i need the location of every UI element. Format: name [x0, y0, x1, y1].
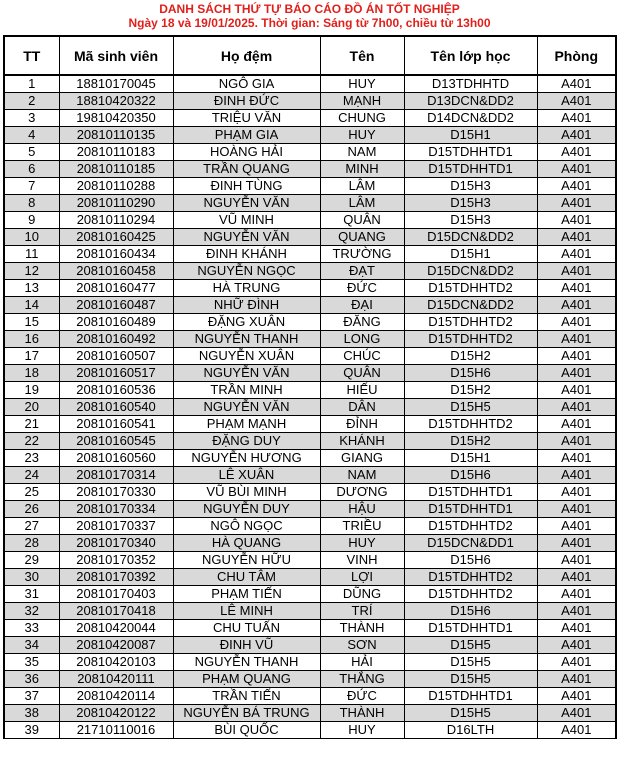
- col-room-cell: A401: [537, 552, 616, 569]
- col-class-name-cell: D15H6: [404, 603, 537, 620]
- col-middle-name-cell: TRẦN QUANG: [173, 161, 320, 178]
- col-middle-name-cell: NGUYỄN XUÂN: [173, 348, 320, 365]
- col-room-cell: A401: [537, 450, 616, 467]
- col-class-name-cell: D15H5: [404, 637, 537, 654]
- col-tt-cell: 24: [4, 467, 59, 484]
- col-first-name-cell: HIẾU: [320, 382, 404, 399]
- col-class-name-cell: D14DCN&DD2: [404, 110, 537, 127]
- col-first-name-cell: ĐỈNH: [320, 416, 404, 433]
- document-title: DANH SÁCH THỨ TỰ BÁO CÁO ĐỒ ÁN TỐT NGHIỆP: [159, 2, 460, 16]
- col-tt-cell: 27: [4, 518, 59, 535]
- col-middle-name-cell: ĐẶNG DUY: [173, 433, 320, 450]
- table-row: [4, 535, 616, 552]
- col-class-name-cell: D15H3: [404, 178, 537, 195]
- col-class-name-cell: D15H2: [404, 433, 537, 450]
- col-student-id-cell: 20810160536: [59, 382, 173, 399]
- col-middle-name-cell: ĐINH ĐỨC: [173, 93, 320, 110]
- table-row: [4, 467, 616, 484]
- col-room-cell: A401: [537, 110, 616, 127]
- col-room-cell: A401: [537, 518, 616, 535]
- col-class-name-cell: D15TDHHTD2: [404, 569, 537, 586]
- col-room-cell: A401: [537, 382, 616, 399]
- col-first-name-cell: TRƯỜNG: [320, 246, 404, 263]
- col-tt-cell: 20: [4, 399, 59, 416]
- col-first-name-cell: THÀNH: [320, 620, 404, 637]
- col-middle-name-cell: VŨ BÙI MINH: [173, 484, 320, 501]
- col-tt-cell: 31: [4, 586, 59, 603]
- col-middle-name-cell: ĐINH VŨ: [173, 637, 320, 654]
- col-first-name-cell: ĐẠT: [320, 263, 404, 280]
- col-room-cell: A401: [537, 263, 616, 280]
- col-tt-cell: 10: [4, 229, 59, 246]
- col-middle-name-cell: HOÀNG HẢI: [173, 144, 320, 161]
- col-middle-name-cell: LÊ MINH: [173, 603, 320, 620]
- col-student-id-cell: 20810420103: [59, 654, 173, 671]
- table-row: [4, 229, 616, 246]
- col-class-name-cell: D15TDHHTD1: [404, 484, 537, 501]
- col-room-cell: A401: [537, 535, 616, 552]
- col-middle-name-cell: ĐẶNG XUÂN: [173, 314, 320, 331]
- col-student-id-header: Mã sinh viên: [59, 36, 173, 75]
- col-student-id-cell: 20810160507: [59, 348, 173, 365]
- col-tt-cell: 28: [4, 535, 59, 552]
- table-row: [4, 586, 616, 603]
- col-student-id-cell: 20810160545: [59, 433, 173, 450]
- table-row: [4, 348, 616, 365]
- table-row: [4, 144, 616, 161]
- col-tt-cell: 39: [4, 722, 59, 739]
- col-student-id-cell: 20810160560: [59, 450, 173, 467]
- col-room-cell: A401: [537, 93, 616, 110]
- table-row: [4, 297, 616, 314]
- col-middle-name-cell: NGUYỄN HỮU: [173, 552, 320, 569]
- col-tt-cell: 32: [4, 603, 59, 620]
- col-middle-name-cell: NGÔ NGỌC: [173, 518, 320, 535]
- col-student-id-cell: 20810110294: [59, 212, 173, 229]
- col-first-name-cell: GIANG: [320, 450, 404, 467]
- col-student-id-cell: 20810160541: [59, 416, 173, 433]
- col-tt-cell: 18: [4, 365, 59, 382]
- col-first-name-cell: HUY: [320, 722, 404, 739]
- col-student-id-cell: 20810170314: [59, 467, 173, 484]
- col-first-name-cell: TRÍ: [320, 603, 404, 620]
- col-middle-name-cell: VŨ MINH: [173, 212, 320, 229]
- col-first-name-cell: MINH: [320, 161, 404, 178]
- col-student-id-cell: 20810170352: [59, 552, 173, 569]
- col-tt-cell: 17: [4, 348, 59, 365]
- col-class-name-header: Tên lớp học: [404, 36, 537, 75]
- col-first-name-cell: KHÁNH: [320, 433, 404, 450]
- col-tt-cell: 38: [4, 705, 59, 722]
- col-class-name-cell: D15TDHHTD2: [404, 331, 537, 348]
- col-tt-cell: 21: [4, 416, 59, 433]
- col-room-cell: A401: [537, 586, 616, 603]
- col-class-name-cell: D15H1: [404, 246, 537, 263]
- col-class-name-cell: D15H2: [404, 382, 537, 399]
- table-row: [4, 382, 616, 399]
- col-tt-cell: 9: [4, 212, 59, 229]
- table-row: [4, 161, 616, 178]
- col-tt-cell: 19: [4, 382, 59, 399]
- table-row: [4, 365, 616, 382]
- col-class-name-cell: D15TDHHTD1: [404, 161, 537, 178]
- table-row: [4, 416, 616, 433]
- col-first-name-cell: DƯƠNG: [320, 484, 404, 501]
- col-class-name-cell: D13DCN&DD2: [404, 93, 537, 110]
- col-class-name-cell: D15H5: [404, 671, 537, 688]
- col-first-name-cell: DŨNG: [320, 586, 404, 603]
- table-row: [4, 603, 616, 620]
- col-student-id-cell: 20810420044: [59, 620, 173, 637]
- col-tt-cell: 29: [4, 552, 59, 569]
- col-middle-name-cell: ĐINH TÙNG: [173, 178, 320, 195]
- col-room-cell: A401: [537, 705, 616, 722]
- col-room-cell: A401: [537, 75, 616, 93]
- col-tt-cell: 33: [4, 620, 59, 637]
- col-class-name-cell: D15TDHHTD2: [404, 280, 537, 297]
- col-middle-name-cell: NGUYỄN NGỌC: [173, 263, 320, 280]
- table-row: [4, 671, 616, 688]
- table-row: [4, 620, 616, 637]
- table-row: [4, 178, 616, 195]
- col-middle-name-cell: HÀ QUANG: [173, 535, 320, 552]
- col-first-name-cell: DÂN: [320, 399, 404, 416]
- document-subtitle: Ngày 18 và 19/01/2025. Thời gian: Sáng từ 7h00, chiều từ 13h00: [128, 16, 491, 30]
- col-tt-cell: 23: [4, 450, 59, 467]
- col-room-cell: A401: [537, 416, 616, 433]
- col-tt-cell: 34: [4, 637, 59, 654]
- col-student-id-cell: 20810110288: [59, 178, 173, 195]
- col-student-id-cell: 20810160434: [59, 246, 173, 263]
- col-room-cell: A401: [537, 433, 616, 450]
- col-tt-cell: 7: [4, 178, 59, 195]
- table-row: [4, 75, 616, 93]
- col-tt-cell: 12: [4, 263, 59, 280]
- col-student-id-cell: 18810420322: [59, 93, 173, 110]
- col-room-cell: A401: [537, 688, 616, 705]
- col-tt-cell: 30: [4, 569, 59, 586]
- col-middle-name-cell: NGUYỄN THANH: [173, 331, 320, 348]
- col-room-cell: A401: [537, 195, 616, 212]
- col-student-id-cell: 20810160458: [59, 263, 173, 280]
- col-first-name-cell: QUÂN: [320, 212, 404, 229]
- table-row: [4, 637, 616, 654]
- col-tt-cell: 1: [4, 75, 59, 93]
- table-row: [4, 654, 616, 671]
- col-room-cell: A401: [537, 348, 616, 365]
- col-student-id-cell: 20810160487: [59, 297, 173, 314]
- col-student-id-cell: 20810170403: [59, 586, 173, 603]
- col-middle-name-cell: NGUYỄN VĂN: [173, 195, 320, 212]
- col-first-name-cell: THÀNH: [320, 705, 404, 722]
- col-middle-name-cell: HÀ TRUNG: [173, 280, 320, 297]
- col-middle-name-cell: TRẦN MINH: [173, 382, 320, 399]
- table-header: [4, 36, 616, 75]
- table-row: [4, 195, 616, 212]
- col-middle-name-cell: CHU TÂM: [173, 569, 320, 586]
- col-first-name-cell: HẢI: [320, 654, 404, 671]
- col-room-cell: A401: [537, 212, 616, 229]
- col-first-name-cell: CHÚC: [320, 348, 404, 365]
- col-student-id-cell: 20810170340: [59, 535, 173, 552]
- table-row: [4, 450, 616, 467]
- col-tt-cell: 8: [4, 195, 59, 212]
- table-row: [4, 399, 616, 416]
- col-class-name-cell: D15H3: [404, 195, 537, 212]
- col-class-name-cell: D15TDHHTD1: [404, 620, 537, 637]
- col-class-name-cell: D15H6: [404, 467, 537, 484]
- col-class-name-cell: D15H5: [404, 654, 537, 671]
- col-room-header: Phòng: [537, 36, 616, 75]
- col-room-cell: A401: [537, 603, 616, 620]
- col-tt-cell: 2: [4, 93, 59, 110]
- col-room-cell: A401: [537, 365, 616, 382]
- col-first-name-cell: THẮNG: [320, 671, 404, 688]
- col-tt-cell: 25: [4, 484, 59, 501]
- col-middle-name-cell: NGUYỄN THANH: [173, 654, 320, 671]
- col-tt-cell: 6: [4, 161, 59, 178]
- table-row: [4, 93, 616, 110]
- col-middle-name-cell: PHẠM MẠNH: [173, 416, 320, 433]
- col-class-name-cell: D15TDHHTD2: [404, 586, 537, 603]
- col-class-name-cell: D15DCN&DD2: [404, 263, 537, 280]
- table-row: [4, 705, 616, 722]
- col-student-id-cell: 20810160425: [59, 229, 173, 246]
- col-first-name-cell: ĐĂNG: [320, 314, 404, 331]
- col-class-name-cell: D15H1: [404, 127, 537, 144]
- col-student-id-cell: 20810170392: [59, 569, 173, 586]
- col-first-name-header: Tên: [320, 36, 404, 75]
- col-class-name-cell: D15H5: [404, 705, 537, 722]
- col-room-cell: A401: [537, 671, 616, 688]
- col-class-name-cell: D15TDHHTD1: [404, 688, 537, 705]
- col-room-cell: A401: [537, 161, 616, 178]
- col-first-name-cell: LỢI: [320, 569, 404, 586]
- col-room-cell: A401: [537, 331, 616, 348]
- table-row: [4, 518, 616, 535]
- col-middle-name-cell: BÙI QUỐC: [173, 722, 320, 739]
- col-class-name-cell: D15TDHHTD1: [404, 501, 537, 518]
- table-body: [4, 75, 616, 739]
- col-room-cell: A401: [537, 722, 616, 739]
- col-student-id-cell: 20810420087: [59, 637, 173, 654]
- col-student-id-cell: 20810170418: [59, 603, 173, 620]
- col-student-id-cell: 20810110183: [59, 144, 173, 161]
- col-first-name-cell: LONG: [320, 331, 404, 348]
- col-class-name-cell: D15TDHHTD2: [404, 518, 537, 535]
- col-student-id-cell: 20810110290: [59, 195, 173, 212]
- col-middle-name-cell: ĐINH KHÁNH: [173, 246, 320, 263]
- table-row: [4, 501, 616, 518]
- col-tt-cell: 3: [4, 110, 59, 127]
- col-class-name-cell: D15H1: [404, 450, 537, 467]
- col-tt-cell: 13: [4, 280, 59, 297]
- col-class-name-cell: D15TDHHTD1: [404, 144, 537, 161]
- col-first-name-cell: HUY: [320, 535, 404, 552]
- col-class-name-cell: D15H3: [404, 212, 537, 229]
- col-room-cell: A401: [537, 399, 616, 416]
- col-room-cell: A401: [537, 484, 616, 501]
- col-room-cell: A401: [537, 501, 616, 518]
- col-class-name-cell: D15H5: [404, 399, 537, 416]
- col-tt-cell: 4: [4, 127, 59, 144]
- col-class-name-cell: D15DCN&DD2: [404, 229, 537, 246]
- col-student-id-cell: 20810160540: [59, 399, 173, 416]
- table-row: [4, 552, 616, 569]
- col-first-name-cell: LÂM: [320, 178, 404, 195]
- table-row: [4, 280, 616, 297]
- col-middle-name-cell: PHẠM TIẾN: [173, 586, 320, 603]
- col-room-cell: A401: [537, 620, 616, 637]
- col-middle-name-cell: NGUYỄN BÁ TRUNG: [173, 705, 320, 722]
- col-first-name-cell: QUÂN: [320, 365, 404, 382]
- col-first-name-cell: CHUNG: [320, 110, 404, 127]
- col-room-cell: A401: [537, 654, 616, 671]
- col-student-id-cell: 20810110185: [59, 161, 173, 178]
- col-student-id-cell: 21710110016: [59, 722, 173, 739]
- col-middle-name-cell: LÊ XUÂN: [173, 467, 320, 484]
- col-middle-name-cell: NGUYỄN HƯƠNG: [173, 450, 320, 467]
- col-middle-name-cell: NGUYỄN VĂN: [173, 229, 320, 246]
- col-middle-name-cell: TRIỆU VĂN: [173, 110, 320, 127]
- col-student-id-cell: 20810420122: [59, 705, 173, 722]
- table-row: [4, 484, 616, 501]
- col-first-name-cell: ĐẠI: [320, 297, 404, 314]
- col-student-id-cell: 20810160492: [59, 331, 173, 348]
- col-middle-name-cell: NGÔ GIA: [173, 75, 320, 93]
- col-first-name-cell: ĐỨC: [320, 688, 404, 705]
- col-room-cell: A401: [537, 178, 616, 195]
- col-room-cell: A401: [537, 314, 616, 331]
- col-room-cell: A401: [537, 144, 616, 161]
- col-room-cell: A401: [537, 637, 616, 654]
- table-row: [4, 246, 616, 263]
- col-student-id-cell: 18810170045: [59, 75, 173, 93]
- col-middle-name-cell: NHỮ ĐÌNH: [173, 297, 320, 314]
- col-tt-cell: 14: [4, 297, 59, 314]
- col-student-id-cell: 19810420350: [59, 110, 173, 127]
- table-row: [4, 110, 616, 127]
- col-class-name-cell: D13TDHHTD: [404, 75, 537, 93]
- table-row: [4, 433, 616, 450]
- col-student-id-cell: 20810160489: [59, 314, 173, 331]
- col-tt-cell: 35: [4, 654, 59, 671]
- table-row: [4, 331, 616, 348]
- col-class-name-cell: D15H2: [404, 348, 537, 365]
- col-tt-cell: 16: [4, 331, 59, 348]
- col-student-id-cell: 20810420111: [59, 671, 173, 688]
- col-class-name-cell: D15TDHHTD2: [404, 314, 537, 331]
- col-middle-name-cell: PHẠM QUANG: [173, 671, 320, 688]
- col-first-name-cell: ĐỨC: [320, 280, 404, 297]
- col-middle-name-header: Họ đệm: [173, 36, 320, 75]
- col-tt-cell: 15: [4, 314, 59, 331]
- col-class-name-cell: D15TDHHTD2: [404, 416, 537, 433]
- col-first-name-cell: TRIỀU: [320, 518, 404, 535]
- col-first-name-cell: NAM: [320, 144, 404, 161]
- col-middle-name-cell: NGUYỄN VĂN: [173, 365, 320, 382]
- col-room-cell: A401: [537, 280, 616, 297]
- table-row: [4, 314, 616, 331]
- col-class-name-cell: D15H6: [404, 365, 537, 382]
- col-first-name-cell: HUY: [320, 127, 404, 144]
- col-first-name-cell: HUY: [320, 75, 404, 93]
- col-middle-name-cell: CHU TUẤN: [173, 620, 320, 637]
- col-tt-cell: 11: [4, 246, 59, 263]
- col-middle-name-cell: PHẠM GIA: [173, 127, 320, 144]
- table-row: [4, 569, 616, 586]
- col-tt-header: TT: [4, 36, 59, 75]
- table-row: [4, 127, 616, 144]
- col-room-cell: A401: [537, 297, 616, 314]
- col-first-name-cell: SƠN: [320, 637, 404, 654]
- col-room-cell: A401: [537, 467, 616, 484]
- col-first-name-cell: NAM: [320, 467, 404, 484]
- col-first-name-cell: LÂM: [320, 195, 404, 212]
- col-student-id-cell: 20810170334: [59, 501, 173, 518]
- table-row: [4, 688, 616, 705]
- col-middle-name-cell: TRẦN TIẾN: [173, 688, 320, 705]
- col-tt-cell: 22: [4, 433, 59, 450]
- table-row: [4, 263, 616, 280]
- col-middle-name-cell: NGUYỄN DUY: [173, 501, 320, 518]
- col-student-id-cell: 20810170337: [59, 518, 173, 535]
- col-student-id-cell: 20810110135: [59, 127, 173, 144]
- table-row: [4, 212, 616, 229]
- col-class-name-cell: D16LTH: [404, 722, 537, 739]
- student-roster-table: [3, 35, 617, 739]
- col-first-name-cell: VINH: [320, 552, 404, 569]
- col-room-cell: A401: [537, 127, 616, 144]
- col-room-cell: A401: [537, 569, 616, 586]
- col-middle-name-cell: NGUYỄN VĂN: [173, 399, 320, 416]
- col-student-id-cell: 20810160517: [59, 365, 173, 382]
- table-row: [4, 722, 616, 739]
- col-room-cell: A401: [537, 229, 616, 246]
- col-first-name-cell: HẬU: [320, 501, 404, 518]
- col-class-name-cell: D15DCN&DD2: [404, 297, 537, 314]
- col-tt-cell: 37: [4, 688, 59, 705]
- col-room-cell: A401: [537, 246, 616, 263]
- header-row: [4, 36, 616, 75]
- col-student-id-cell: 20810160477: [59, 280, 173, 297]
- col-student-id-cell: 20810420114: [59, 688, 173, 705]
- col-student-id-cell: 20810170330: [59, 484, 173, 501]
- col-first-name-cell: MẠNH: [320, 93, 404, 110]
- col-tt-cell: 36: [4, 671, 59, 688]
- col-tt-cell: 5: [4, 144, 59, 161]
- col-tt-cell: 26: [4, 501, 59, 518]
- col-class-name-cell: D15DCN&DD1: [404, 535, 537, 552]
- col-class-name-cell: D15H6: [404, 552, 537, 569]
- col-first-name-cell: QUANG: [320, 229, 404, 246]
